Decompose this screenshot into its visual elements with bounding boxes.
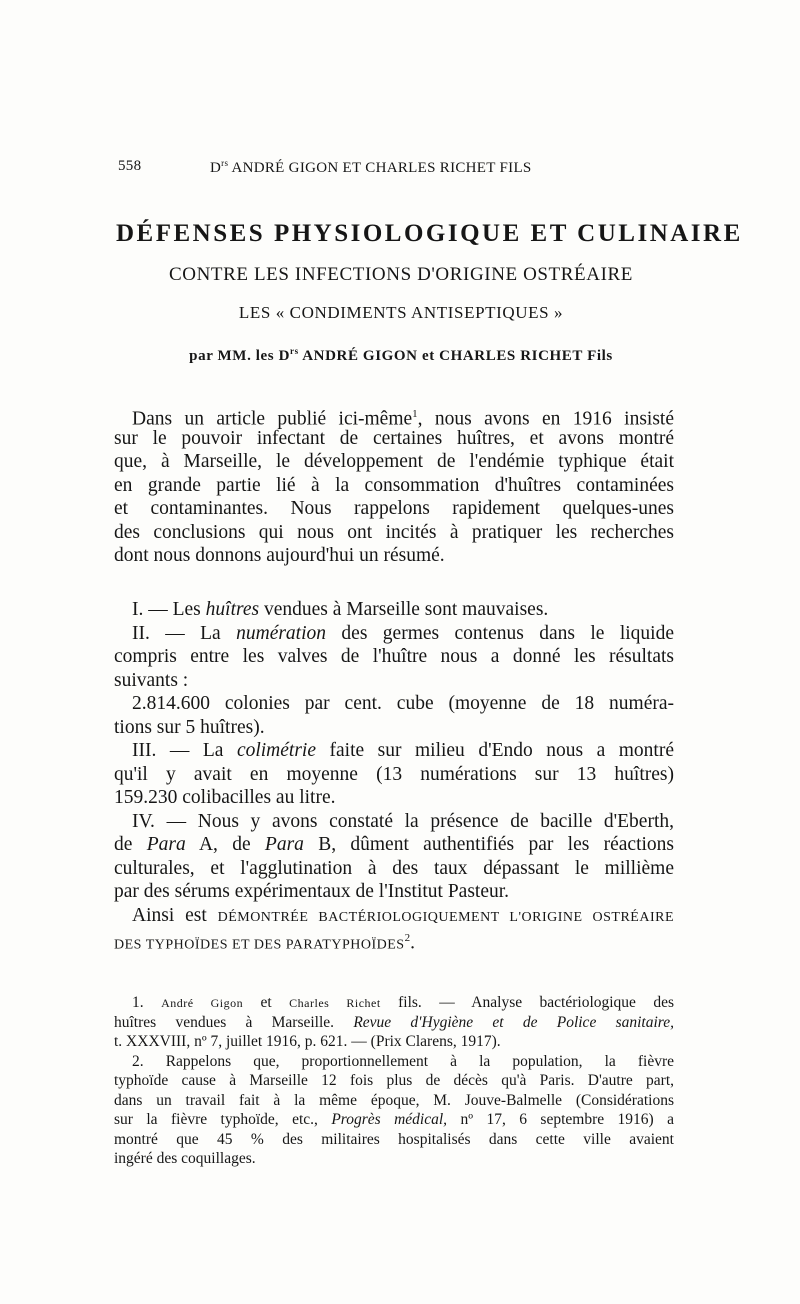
footnote-2: 2. Rappelons que, proportionnellement à la population, la fièvre bbox=[132, 1052, 674, 1070]
text-line: en grande partie lié à la consommation d'huîtres contaminées bbox=[114, 474, 674, 496]
text-line: et contaminantes. Nous rappelons rapidement quelques-unes bbox=[114, 498, 674, 519]
text-line: tions sur 5 huîtres). bbox=[114, 716, 265, 738]
text-line: suivants : bbox=[114, 669, 189, 691]
footnote-1: 1. André Gigon et Charles Richet fils. — Analyse bactériologique des bbox=[132, 994, 675, 1011]
byline: par MM. les $D^{rs}$ ANDRÉ GIGON et CHARLES RICHET Fils bbox=[189, 346, 613, 364]
page-number: 558 bbox=[118, 158, 142, 174]
finding-iv: IV. — Nous y avons constaté la présence de bacille d'Eberth, bbox=[132, 810, 674, 832]
text-line: sur le pouvoir infectant de certaines huîtres, et avons montré bbox=[114, 427, 674, 449]
text-line: sur la fièvre typhoïde, etc., Progrès médical, nº 17, 6 septembre 1916) a bbox=[114, 1111, 674, 1128]
findings-list bbox=[114, 598, 674, 954]
article-title: DÉFENSES PHYSIOLOGIQUE ET CULINAIRE bbox=[116, 220, 743, 247]
text-line: huîtres vendues à Marseille. Revue d'Hygiène et de Police sanitaire, bbox=[114, 1013, 674, 1031]
text-line: typhoïde cause à Marseille 12 fois plus de décès qu'à Paris. D'autre part, bbox=[114, 1072, 674, 1089]
text-line: que, à Marseille, le développement de l'endémie typhique était bbox=[114, 451, 674, 472]
conclusion: Ainsi est DÉMONTRÉE BACTÉRIOLOGIQUEMENT L'ORIGINE OSTRÉAIRE bbox=[132, 904, 674, 926]
intro-paragraph bbox=[114, 403, 674, 568]
text-line: culturales, et l'agglutination à des taux dépassant le millième bbox=[114, 857, 674, 879]
text-line: dont nous donnons aujourd'hui un résumé. bbox=[114, 545, 445, 566]
footnote-ref-2[interactable]: 2 bbox=[404, 932, 411, 944]
footnote-ref-1[interactable]: 1 bbox=[412, 408, 418, 420]
text-line: de Para A, de Para B, dûment authentifiés par les réactions bbox=[114, 834, 674, 855]
finding-i: I. — Les huîtres vendues à Marseille sont mauvaises. bbox=[132, 599, 549, 620]
running-head-authors: $D^{rs}$ ANDRÉ GIGON ET CHARLES RICHET FILS bbox=[210, 158, 532, 176]
text-line: par des sérums expérimentaux de l'Institut Pasteur. bbox=[114, 881, 510, 902]
text-line: 159.230 colibacilles au litre. bbox=[114, 787, 336, 808]
article-subtitle: CONTRE LES INFECTIONS D'ORIGINE OSTRÉAIRE bbox=[169, 264, 633, 285]
text-line: montré que 45 % des militaires hospitalisés dans cette ville avaient bbox=[114, 1130, 674, 1148]
text-line: dans un travail fait à la même époque, M. Jouve-Balmelle (Considérations bbox=[114, 1091, 674, 1109]
text-line: DES TYPHOÏDES ET DES PARATYPHOÏDES$^2$. bbox=[114, 932, 415, 954]
text-line: compris entre les valves de l'huître nous a donné les résultats bbox=[114, 646, 674, 667]
text-line: ingéré des coquillages. bbox=[114, 1150, 256, 1167]
text-line: qu'il y avait en moyenne (13 numérations sur 13 huîtres) bbox=[114, 763, 674, 785]
finding-iii: III. — La colimétrie faite sur milieu d'Endo nous a montré bbox=[132, 740, 674, 761]
finding-ii: II. — La numération des germes contenus dans le liquide bbox=[132, 622, 674, 644]
footnotes bbox=[114, 993, 674, 1169]
text-line: Dans un article publié ici-même$^1$, nous avons en 1916 insisté bbox=[132, 408, 674, 430]
text-line: 2.814.600 colonies par cent. cube (moyenne de 18 numéra- bbox=[132, 693, 674, 714]
article-subtitle-2: LES « CONDIMENTS ANTISEPTIQUES » bbox=[238, 303, 564, 322]
text-line: des conclusions qui nous ont incités à pratiquer les recherches bbox=[114, 521, 674, 543]
text-line: t. XXXVIII, nº 7, juillet 1916, p. 621. — (Prix Clarens, 1917). bbox=[114, 1033, 501, 1050]
